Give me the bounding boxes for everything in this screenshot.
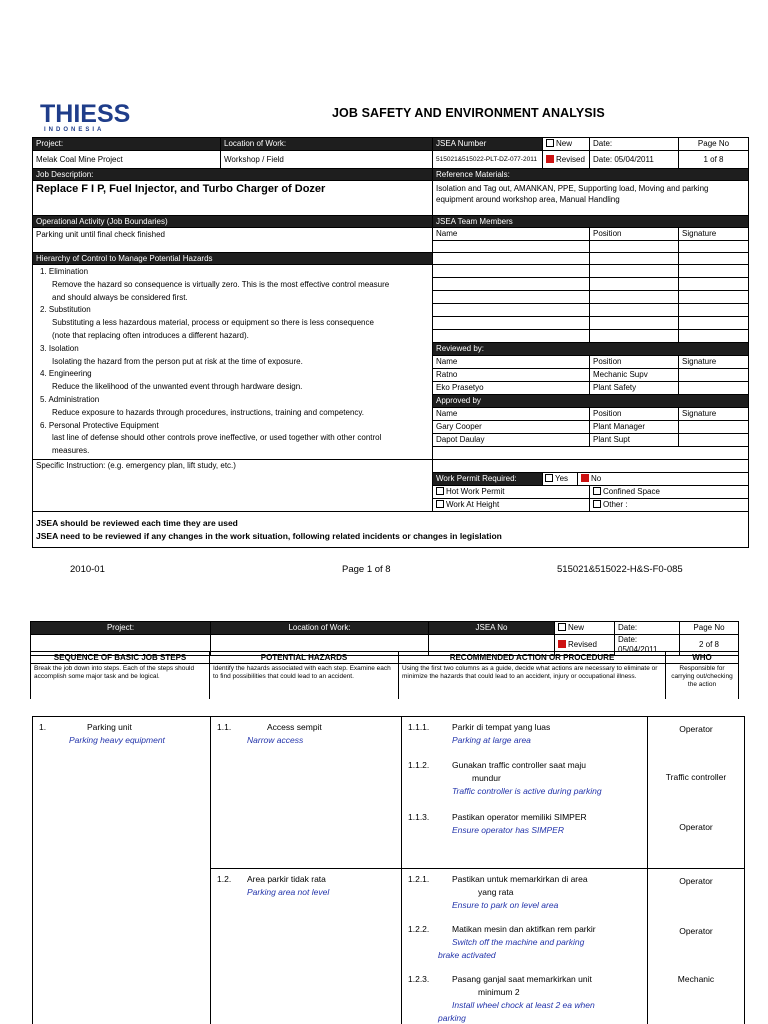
confined-space-label: Confined Space [603,487,660,496]
revised-checkbox[interactable] [546,155,554,163]
action-number: 1.1.3. [408,812,430,822]
yes-checkbox[interactable] [545,474,553,482]
hierarchy-line: 4. Engineering [40,369,92,379]
team-cell[interactable] [679,253,749,265]
hot-work-option[interactable] [433,486,590,499]
job-description-value: Replace F I P, Fuel Injector, and Turbo Charger of Dozer [33,181,433,216]
p2-new-checkbox[interactable] [558,623,566,631]
no-label: No [591,474,602,483]
reviewer-signature[interactable] [679,382,749,395]
reviewer-name: Ratno [433,369,590,382]
p2-jsea-label: JSEA No [429,622,555,635]
date-value: Date: 05/04/2011 [590,151,679,169]
hazard-cell [211,717,402,869]
team-cell[interactable] [433,330,590,343]
who-value: Operator [679,724,713,734]
hot-work-label: Hot Work Permit [446,487,505,496]
reviewed-col-name: Name [433,356,590,369]
specific-instruction[interactable]: Specific Instruction: (e.g. emergency plan, lift study, etc.) [33,460,433,512]
who-cell [648,717,745,869]
p2-location-label: Location of Work: [211,622,429,635]
step-number: 1. [39,722,47,732]
hot-work-checkbox[interactable] [436,487,444,495]
team-cell[interactable] [433,265,590,278]
height-label: Work At Height [446,500,500,509]
approver-signature[interactable] [679,421,749,434]
project-label: Project: [33,138,221,151]
team-cell[interactable] [433,278,590,291]
location-value: Workshop / Field [221,151,433,169]
hierarchy-line: Reduce the likelihood of the unwanted event through hardware design. [52,382,303,392]
action-number: 1.2.2. [408,924,430,934]
col-header-steps: SEQUENCE OF BASIC JOB STEPS [31,652,210,664]
action-title-en: Ensure operator has SIMPER [452,825,564,835]
team-cell[interactable] [679,304,749,317]
logo-text: THIESS [40,100,131,128]
col-header-hazards: POTENTIAL HAZARDS [210,652,399,664]
col-desc-who: Responsible for carrying out/checking the action [666,664,739,699]
hierarchy-line: Substituting a less hazardous material, process or equipment so there is less consequence [52,318,374,328]
col-header-actions: RECOMMENDED ACTION OR PROCEDURE [399,652,666,664]
job-description-label: Job Description: [33,169,433,181]
reviewer-position: Mechanic Supv [590,369,679,382]
review-note: JSEA need to be reviewed if any changes in the work situation, following related incidents or changes in legislation [36,530,502,541]
hazard-number: 1.2. [217,874,232,884]
blank-cell [433,447,749,460]
p2-date-label: Date: [615,622,680,635]
footer-page: Page 1 of 8 [342,564,391,575]
height-checkbox[interactable] [436,500,444,508]
page-no-value: 1 of 8 [679,151,749,169]
action-title: Gunakan traffic controller saat maju [452,760,587,770]
reviewed-col-signature: Signature [679,356,749,369]
team-cell[interactable] [590,304,679,317]
permit-label: Work Permit Required: [433,473,543,486]
footer-doc-code: 515021&515022-H&S-F0-085 [557,564,683,575]
team-cell[interactable] [433,253,590,265]
team-cell[interactable] [679,317,749,330]
approver-position: Plant Supt [590,434,679,447]
approver-position: Plant Manager [590,421,679,434]
hierarchy-line: 3. Isolation [40,343,79,353]
action-title-cont: mundur [472,773,501,783]
operational-label: Operational Activity (Job Boundaries) [33,216,433,228]
team-col-position: Position [590,228,679,241]
step-cell [33,717,211,1024]
step-title-en: Parking heavy equipment [69,735,165,745]
yes-option[interactable] [543,474,577,484]
hierarchy-line: last line of defense should other controls prove ineffective, or used together with other control [52,433,382,443]
steps-column-headers [30,651,739,699]
operational-value: Parking unit until final check finished [33,228,433,253]
hazard-number: 1.1. [217,722,232,732]
action-title: Parkir di tempat yang luas [452,722,551,732]
hierarchy-line: measures. [52,446,90,456]
who-value: Operator [679,822,713,832]
project-value: Melak Coal Mine Project [33,151,221,169]
step-title: Parking unit [87,722,132,732]
confined-space-option[interactable] [590,486,749,499]
revised-label: Revised [556,154,585,164]
hierarchy-line: and should always be considered first. [52,292,188,302]
who-value: Traffic controller [665,772,727,782]
action-title: Pasang ganjal saat memarkirkan unit [452,974,592,984]
team-label: JSEA Team Members [433,216,749,228]
jsea-number-label: JSEA Number [433,138,543,151]
p2-project-label: Project: [31,622,211,635]
team-cell[interactable] [590,278,679,291]
team-cell[interactable] [590,317,679,330]
approver-name: Gary Cooper [433,421,590,434]
other-option[interactable] [590,499,749,512]
reference-label: Reference Materials: [433,169,749,181]
hierarchy-list [33,265,433,460]
action-title-cont: minimum 2 [478,987,520,997]
action-number: 1.2.1. [408,874,430,884]
action-title-en-cont: brake activated [438,950,496,960]
permit-options [543,473,749,486]
other-checkbox[interactable] [593,500,601,508]
p2-revised-label: Revised [568,640,597,649]
team-cell[interactable] [590,253,679,265]
who-value: Mechanic [677,974,715,984]
hazard-title: Access sempit [267,722,322,732]
team-cell[interactable] [433,241,590,253]
col-desc-steps: Break the job down into steps. Each of the steps should accomplish some major task and be logical. [31,664,210,699]
action-title-en: Parking at large area [452,735,531,745]
team-col-signature: Signature [679,228,749,241]
no-option[interactable] [577,473,601,485]
action-title-en: Traffic controller is active during parking [452,786,602,796]
p2-page-no-label: Page No [680,622,739,635]
action-title-en: Ensure to park on level area [452,900,559,910]
team-cell[interactable] [433,304,590,317]
hierarchy-label: Hierarchy of Control to Manage Potential Hazards [33,253,433,265]
height-option[interactable] [433,499,590,512]
approved-col-signature: Signature [679,408,749,421]
team-cell[interactable] [433,291,590,304]
page-no-label: Page No [679,138,749,151]
review-note: JSEA should be reviewed each time they are used [36,517,238,528]
jsea-number-value: 515021&515022-PLT-DZ-077-2011 [433,151,543,169]
team-cell[interactable] [590,265,679,278]
who-value: Operator [679,876,713,886]
action-number: 1.1.1. [408,722,430,732]
confined-space-checkbox[interactable] [593,487,601,495]
reference-value: Isolation and Tag out, AMANKAN, PPE, Supporting load, Moving and parking equipment around workshop area, Manual Handling [433,181,749,216]
reviewer-signature[interactable] [679,369,749,382]
hazard-title: Area parkir tidak rata [247,874,326,884]
hierarchy-line: 1. Elimination [40,267,89,276]
reviewer-name: Eko Prasetyo [433,382,590,395]
reviewed-col-position: Position [590,356,679,369]
new-checkbox-cell[interactable] [543,138,590,151]
reviewed-label: Reviewed by: [433,343,749,356]
hierarchy-line: 2. Substitution [40,305,91,315]
p2-new-option[interactable] [555,622,615,635]
action-title-en-cont: parking [438,1013,466,1023]
team-col-name: Name [433,228,590,241]
hazard-cell [211,869,402,1024]
no-checkbox[interactable] [581,474,589,482]
approved-label: Approved by [433,395,749,408]
hierarchy-line: (note that replacing often introduces a different hazard). [52,330,249,340]
action-number: 1.1.2. [408,760,430,770]
document-title: JOB SAFETY AND ENVIRONMENT ANALYSIS [332,106,605,120]
team-cell[interactable] [433,317,590,330]
date-label: Date: [590,138,679,151]
yes-label: Yes [555,474,569,483]
revised-checkbox-cell[interactable] [543,151,590,169]
team-cell[interactable] [590,241,679,253]
action-title: Matikan mesin dan aktifkan rem parkir [452,924,596,934]
footer-version: 2010-01 [70,564,105,575]
action-cell [402,869,648,1024]
approver-signature[interactable] [679,434,749,447]
review-notes [33,512,749,548]
job-steps-table [32,716,745,1024]
other-label: Other : [603,500,628,509]
reviewer-position: Plant Safety [590,382,679,395]
team-cell[interactable] [679,278,749,291]
p2-revised-checkbox[interactable] [558,640,566,648]
team-cell[interactable] [679,291,749,304]
jsea-form-page1 [32,137,749,548]
thiess-logo [40,101,130,134]
hierarchy-line: Isolating the hazard from the person put at risk at the time of exposure. [52,356,303,366]
action-title: Pastikan untuk memarkirkan di area [452,874,588,884]
approver-name: Dapot Daulay [433,434,590,447]
who-value: Operator [679,926,713,936]
team-cell[interactable] [590,330,679,343]
col-desc-actions: Using the first two columns as a guide, decide what actions are necessary to eliminate or minimize the hazards that could lead to an accident, injury or occupational illness. [399,664,666,699]
blank-cell [433,460,749,473]
new-label: New [556,139,573,148]
team-cell[interactable] [590,291,679,304]
team-cell[interactable] [679,265,749,278]
team-cell[interactable] [679,330,749,343]
who-cell [648,869,745,1024]
hierarchy-line: 5. Administration [40,394,100,404]
hierarchy-line: 6. Personal Protective Equipment [40,420,159,430]
action-title-cont: yang rata [478,887,514,897]
col-header-who: WHO [666,652,739,664]
approved-col-position: Position [590,408,679,421]
p2-date-value: Date: 05/04/2011 [615,635,680,656]
hazard-title-en: Parking area not level [247,887,330,897]
action-title-en: Switch off the machine and parking [452,937,585,947]
hazard-title-en: Narrow access [247,735,304,745]
action-cell [402,717,648,869]
p2-page-no-value: 2 of 8 [680,635,739,656]
hierarchy-line: Reduce exposure to hazards through procedures, instructions, training and competency. [52,407,365,417]
hierarchy-line: Remove the hazard so consequence is virtually zero. This is the most effective control measure [52,279,390,289]
new-checkbox[interactable] [546,139,554,147]
action-title: Pastikan operator memiliki SIMPER [452,812,587,822]
col-desc-hazards: Identify the hazards associated with each step. Examine each to find possibilities that could lead to an accident. [210,664,399,699]
team-cell[interactable] [679,241,749,253]
action-number: 1.2.3. [408,974,430,984]
logo-subtext: INDONESIA [44,127,105,133]
approved-col-name: Name [433,408,590,421]
action-title-en: Install wheel chock at least 2 ea when [452,1000,595,1010]
p2-new-label: New [568,623,585,632]
location-label: Location of Work: [221,138,433,151]
